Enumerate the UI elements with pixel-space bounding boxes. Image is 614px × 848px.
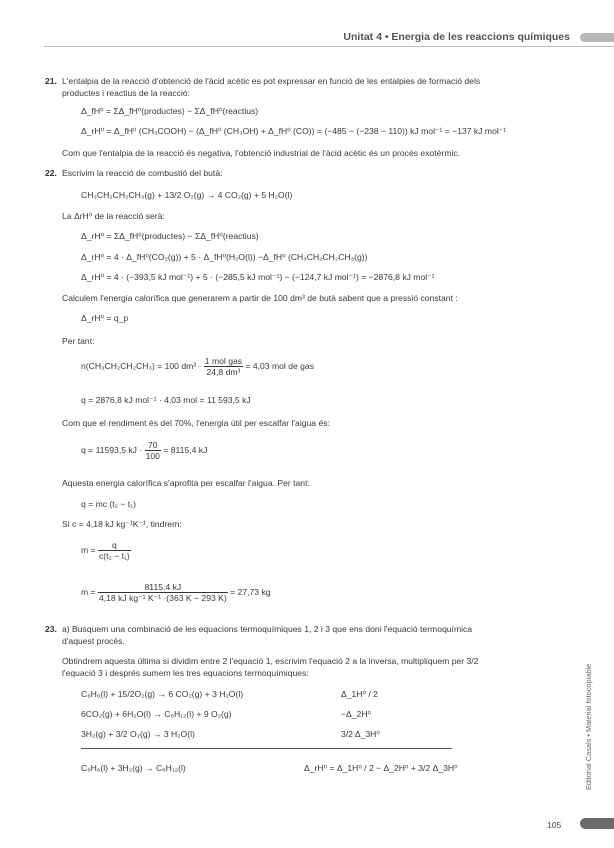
q21-intro-line-2: productes i reactius de la reacció:: [62, 88, 191, 98]
header-divider: [44, 46, 614, 47]
q22-water-text: Aquesta energia calorífica s'aprofita per escalfar l'aigua. Per tant:: [62, 478, 310, 488]
moles-lhs: n(CH₃CH₂CH₂CH₃) = 100 dm³ ·: [81, 361, 202, 372]
mass-formula-denominator: c(t₂ − t₁): [98, 551, 130, 562]
page-tab-decoration: [580, 818, 614, 829]
side-publisher-text: Editorial Casals • Material fotocopiable: [584, 663, 593, 790]
thermo-equation-3: 3H₂(g) + 3/2 O₂(g) → 3 H₂O(l): [81, 729, 195, 739]
moles-denominator: 24,8 dm³: [204, 366, 243, 377]
useful-denominator: 100: [145, 451, 160, 462]
mass-calc-numerator: 8115,4 kJ: [144, 582, 182, 592]
q22-equation-2: Δ_rH⁰ = 4 · Δ_fH⁰(CO₂(g)) + 5 · Δ_fH⁰(H₂O(l)) −Δ_fH⁰ (CH₃CH₂CH₂CH₃(g)): [81, 252, 368, 262]
useful-result: = 8115,4 kJ: [163, 445, 208, 456]
sum-divider: [81, 748, 452, 749]
mass-calc-fraction: [98, 582, 228, 604]
q23-explanation-line-2: l'equació 3 i després sumem les tres equacions termoquímiques:: [62, 668, 309, 678]
q21-conclusion: Com que l'entalpia de la reacció és negativa, l'obtenció industrial de l'àcid acètic és un procés exotèrmic.: [62, 148, 461, 158]
useful-lhs: q = 11593,5 kJ ·: [81, 445, 143, 456]
page-header: [0, 29, 614, 49]
question-number-22: 22.: [45, 168, 57, 178]
header-title: Unitat 4 • Energia de les reaccions químiques: [343, 31, 570, 43]
mass-formula-lhs: m =: [81, 545, 96, 556]
mass-formula-numerator: q: [111, 540, 117, 550]
q22-specific-heat: Si c = 4,18 kJ kg⁻¹K⁻¹, tindrem:: [62, 519, 182, 529]
mass-calc-denominator: 4,18 kJ kg⁻¹ K⁻¹ ·(363 K − 293 K): [98, 593, 227, 604]
q22-per-tant-1: Per tant:: [62, 336, 95, 346]
page-number: 105: [547, 820, 562, 830]
moles-result: = 4,03 mol de gas: [245, 361, 315, 372]
q21-equation-2: Δ_rH⁰ = Δ_fH⁰ (CH₃COOH) − (Δ_fH⁰ (CH₃OH) + Δ_fH⁰ (CO)) = (−485 − (−238 − 110)) kJ mol⁻¹ = −137 kJ mol⁻¹: [81, 126, 507, 136]
mass-calc-result: = 27,73 kg: [230, 587, 271, 598]
header-tab-decoration: [580, 33, 614, 42]
thermo-enthalpy-3: 3/2 Δ_3H⁰: [341, 729, 380, 739]
q22-moles-equation: [81, 356, 314, 378]
q22-reaction: CH₃CH₂CH₂CH₃(g) + 13/2 O₂(g) → 4 CO₂(g) + 5 H₂O(l): [81, 190, 293, 200]
q22-mass-formula: [81, 540, 131, 562]
thermo-enthalpy-2: −Δ_2H⁰: [341, 709, 371, 719]
moles-numerator: 1 mol gas: [204, 356, 243, 366]
q22-energy-equation: q = 2876,8 kJ mol⁻¹ · 4,03 mol = 11 593,5 kJ: [81, 395, 251, 405]
q22-intro: Escrivim la reacció de combustió del butà:: [62, 168, 223, 178]
thermo-enthalpy-1: Δ_1H⁰ / 2: [341, 689, 378, 699]
useful-fraction: [145, 440, 161, 462]
q22-yield-text: Com que el rendiment és del 70%, l'energia útil per escalfar l'aigua és:: [62, 418, 330, 428]
q22-calc-text: Calculem l'energia calorífica que generarem a partir de 100 dm³ de butà sabent que a pressió constant :: [62, 293, 458, 303]
question-number-23: 23.: [45, 624, 57, 634]
question-number-21: 21.: [45, 76, 57, 86]
q22-useful-energy-equation: [81, 440, 207, 462]
q22-dh-text: La ΔrH⁰ de la reacció serà:: [62, 211, 165, 221]
thermo-equation-1: C₆H₆(l) + 15/2O₂(g) → 6 CO₂(g) + 3 H₂O(l): [81, 689, 244, 699]
mass-calc-lhs: m =: [81, 587, 96, 598]
q23-intro-line-1: a) Busquem una combinació de les equacions termoquímiques 1, 2 i 3 que ens doni l'equació termoquímica: [62, 624, 473, 634]
q22-equation-1: Δ_rH⁰ = ΣΔ_fH⁰(productes) − ΣΔ_fH⁰(reactius): [81, 231, 259, 241]
mass-formula-fraction: [98, 540, 131, 562]
useful-numerator: 70: [148, 440, 158, 450]
thermo-total-enthalpy: Δ_rH⁰ = Δ_1H⁰ / 2 − Δ_2H⁰ + 3/2 Δ_3H⁰: [304, 763, 458, 773]
q21-equation-1: Δ_fH⁰ = ΣΔ_fH⁰(productes) − ΣΔ_fH⁰(reactius): [81, 106, 259, 116]
thermo-total-equation: C₆H₆(l) + 3H₂(g) → C₆H₁₂(l): [81, 763, 186, 773]
q22-qp-equation: Δ_rH⁰ = q_p: [81, 313, 129, 323]
thermo-equation-2: 6CO₂(g) + 6H₂O(l) → C₆H₁₂(l) + 9 O₂(g): [81, 709, 232, 719]
q23-explanation-line-1: Obtindrem aquesta última si dividim entre 2 l'equació 1, escrivim l'equació 2 a la inversa, multipliquem per 3/2: [62, 656, 479, 666]
q21-intro-line-1: L'entalpia de la reacció d'obtenció de l'àcid acètic es pot expressar en funció de les entalpies de formació dels: [62, 76, 481, 86]
q23-intro-line-2: d'aquest procés.: [62, 636, 125, 646]
q22-equation-3: Δ_rH⁰ = 4 · (−393,5 kJ mol⁻¹) + 5 · (−285,5 kJ mol⁻¹) − (−124,7 kJ mol⁻¹) = −2876,8 kJ mol⁻¹: [81, 272, 435, 282]
moles-fraction: [204, 356, 243, 378]
q22-heat-formula: q = mc (t₂ − t₁): [81, 499, 136, 509]
q22-mass-calc: [81, 582, 271, 604]
